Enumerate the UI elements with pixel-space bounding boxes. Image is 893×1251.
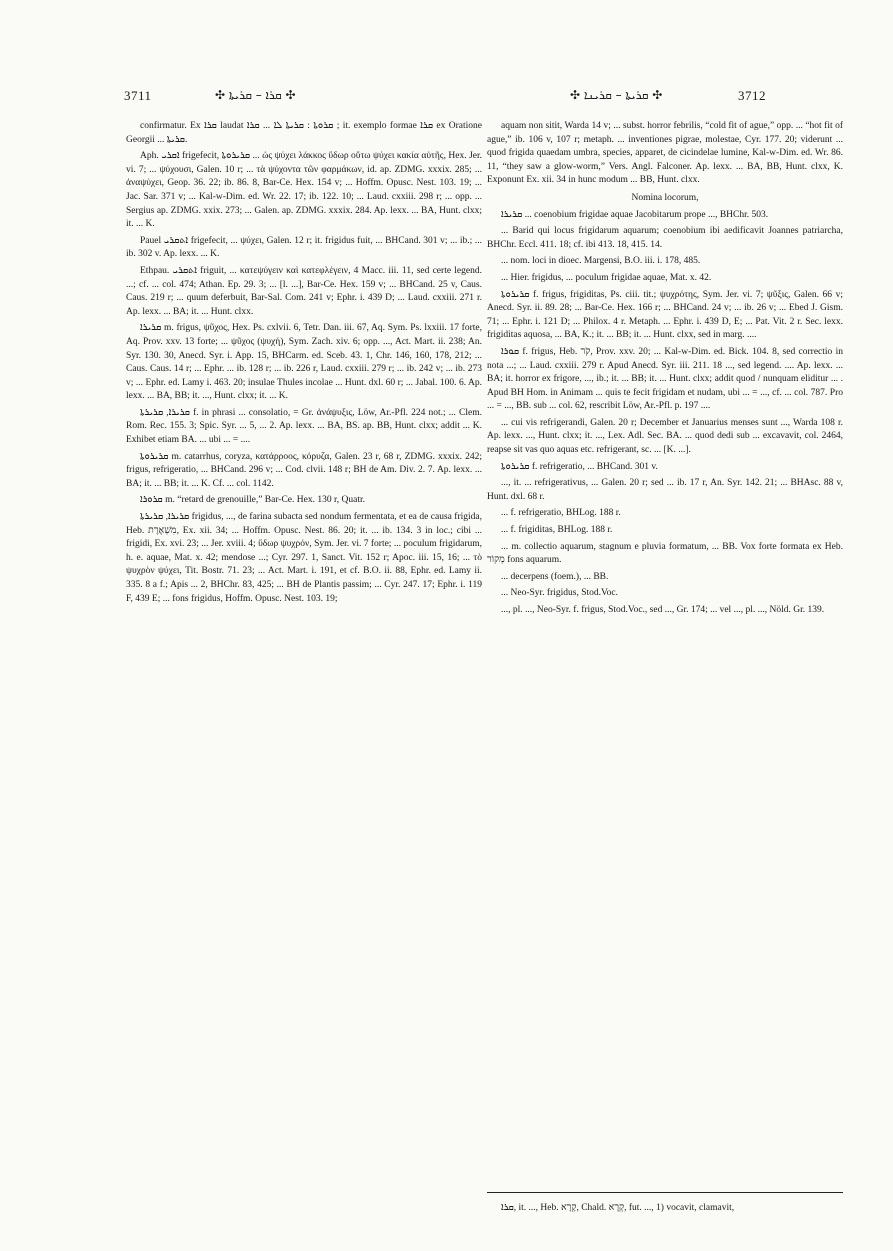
entry-frigus-f: ܩܘܪܐ f. frigus, Heb. קֹר, Prov. xxv. 20; ... Kal-w-Dim. ed. Bick. 104. 8, sed correctio in nota ...; ... Laud. cxxiii. 279 r. Apud Anecd. Syr. iii. 211. 18 ..., sed legend. .... Ap. lexx. ... BA; it. horror ex frigore, ..., ib.; it. ... BB; it. ... Hunt. clxx; addit quod / nunquam eliditur ... . Apud BH Hom. in Animam ... quis te fecit frigidam et nudam, ubi ... = ..., cf. ... col. 787. Pro ... = ..., BB. sub ... col. 62, rescribit Löw, Ar.-Pfl. p. 197 .... [487,346,843,412]
entry-refrigeratio: ܩܪܝܪܘܬܐ f. refrigeratio, ... BHCand. 301 v. [501,461,658,472]
entry-barid: ... Barid qui locus frigidarum aquarum; coenobium ibi aedificavit Joannes patriarcha, BHChr. Eccl. 411. 18; cf. ibi 413. 18, 415. 14. [487,226,843,250]
entry-catarrhus: ܩܪܝܪܘܬܐ m. catarrhus, coryza, κατάρροος, κόρυζα, Galen. 23 r, 68 r, ZDMG. xxxix. 242; frigus, refrigeratio, ... BHCand. 296 v; ... Cod. clvii. 148 r; BH de Am. Div. 2. 7. Ap. lexx. ... BA; it. ... BB; it. ... K. Cf. ... col. 1142. [126,451,482,489]
entry-frigiditas-log: ... f. frigiditas, BHLog. 188 r. [501,525,613,536]
right-column [487,120,843,1230]
right-bottom-column [487,1202,843,1232]
entry-neo-syr-frigidus: ... Neo-Syr. frigidus, Stod.Voc. [501,588,618,599]
entry-consolatio: ܩܪܝܪܐ, ܩܪܝܪܬܐ f. in phrasi ... consolatio, = Gr. ἀνάψυξις, Löw, Ar.-Pfl. 224 not.; ... Clem. Rom. Rec. 155. 3; Spic. Syr. ... 5, ... 2. Ap. lexx. ... BA, BS. ap. BB, Hunt. clxx; addit ... K. Exhibet etiam BA. ... ubi ... = .... [126,407,482,446]
entry-pauel: Pauel ܐܬܩܪܝ frigefecit, ... ψύχει, Galen. 12 r; it. frigidus fuit, ... BHCand. 301 v; ... ib.; ... ib. 302 v. Ap. lexx. ... K. [126,235,482,260]
section-nomina-locorum: Nomina locorum, [631,192,699,203]
left-running-title: ✣ ܩܪܐ – ܩܪܝܬܐ ✣ [215,88,296,102]
entry-vis-refrigerandi: ... cui vis refrigerandi, Galen. 20 r; December et Januarius menses sunt ..., Warda 108 r. Ap. lexx. ..., Hunt. clxx; it. ..., Lex. Adl. Sec. BA. ... quod dedi sub ... excavavit, col. 2464, reapse sit vas quo aquas etc. refrigerant, sc. ... [K. ...]. [487,417,843,456]
entry-frigiditas: ܩܪܝܪܘܬܐ f. frigus, frigiditas, Ps. ciii. tit.; ψυχρότης, Sym. Jer. vi. 7; ψῦξις, Galen. 66 v; Anecd. Syr. ii. 89. 28; ... Bar-Ce. Hex. 166 r; ... BHCand. 24 v; ... ib. 26 v; ... Ebed J. Gism. 71; ... Ephr. i. 121 D; ... Philox. 4 r. Metaph. ... Ephr. i. 439 D, E; ... Pat. Vit. 2 r. Sec. lexx. frigiditas aquosa, ... BA, K.; it. ... BB; it. ... Hunt. clxx, sed in marg. .... [487,289,843,341]
left-column [126,120,482,1230]
entry-confirmatur: confirmatur. Ex ܩܪܐ laudat ܩܪܘܬܐ : ܩܪܝܬܐ ܠܐ ... ܩܪܐ ; it. exemplo formae ܩܪܐ ex Oratione Georgii ... ܩܪܝܬܐ. [126,121,482,145]
entry-aquam-non-sitit: aquam non sitit, Warda 14 v; ... subst. horror febrilis, “cold fit of ague,” opp. ... “hot fit of ague,” ib. 106 v, 107 r; metaph. ... inventiones pigrae, molestae, Cyr. 177. 20; viderunt ... quod frigida quaedam umbra, species, apparet, de cicindelae lumine, Kal-w-Dim. ed. Wr. 86. 11, “they saw a glow-worm,” Vers. Angl. Falconer. Ap. lexx. ... BA, BB, Hunt. clxx, K. Exponunt Ex. xii. 34 in hunc modum ... BB, Hunt. clxx. [487,121,843,186]
entry-neo-syr-frigus: ..., pl. ..., Neo-Syr. f. frigus, Stod.Voc., sed ..., Gr. 174; ... vel ..., pl. ..., Nöld. Gr. 139. [501,605,825,615]
entry-refrigerativus: ..., it. ... refrigerativus, ... Galen. 20 r; sed ... ib. 17 r, An. Syr. 142. 21; ... BHAsc. 88 v, Hunt. dxl. 68 r. [487,478,843,502]
entry-frigus-m: ܩܪܝܪܐ m. frigus, ψῦχος, Hex. Ps. cxlvii. 6, Tetr. Dan. iii. 67, Aq. Sym. Ps. lxxiii. 17 forte, Aq. Prov. xxv. 13 forte; ... ψῦχος (ψυχή), Sym. Zach. xiv. 6; opp. ..., Act. Mart. ii. 238; An. Syr. 130. 30, Anecd. Syr. i. App. 15, BHCarm. ed. Sceb. 43. 1, Chr. 146, 160, 178, 212; ... Caus. Caus. 14 r; ... Ephr. ... ib. 128 r; ... ib. 226 r, Laud. cxxiii. 279 r; ... ib. 242 v; ... ib. 273 v; ... Ephr. ed. Lamy i. 463. 20; insulae Thules incolae ... Hunt. dxl. 60 r; ... Jabal. 100. 6. Ap. lexx. ... BA, BB; it. ..., Hunt. clxx; it. ... K. [126,323,482,402]
entry-decerpens: ... decerpens (foem.), ... BB. [501,571,609,582]
left-page-number: 3711 [124,88,152,103]
right-page-number: 3712 [738,88,766,103]
entry-ethpau: Ethpau. ܐܬܩܪܝ friguit, ... κατεψύγειν καὶ κατεφλέγειν, 4 Macc. iii. 11, sed certe legend. ...; cf. ... col. 474; Athan. Ep. 29. 3; ... [l. ...], Bar-Ce. Hex. 159 v; ... BHCand. 25 v, Caus. Caus. 219 r; ... quum deferbuit, Bar-Sal. Com. 241 v; Ephr. i. 439 D; ... Laud. cxxiii. 271 r. Ap. lexx. ... BA; it. ... Hunt. clxx. [126,265,482,317]
entry-retard-de-grenouille: ܩܪܘܪܐ m. “retard de grenouille,” Bar-Ce. Hex. 130 r, Quatr. [140,495,365,506]
entry-hier-frigidus: ... Hier. frigidus, ... poculum frigidae aquae, Mat. x. 42. [501,272,712,283]
entry-nom-loci: ... nom. loci in dioec. Margensi, B.O. iii. i. 178, 485. [501,256,701,267]
section-divider [487,1192,843,1193]
entry-vocavit: ܩܪܐ, it. ..., Heb. קָרָא, Chald. קְרָא, fut. ..., 1) vocavit, clamavit, [501,1203,735,1213]
right-running-title: ✣ ܩܪܝܬܐ – ܩܪܝܢܐ ✣ [570,88,663,102]
entry-coenobium: ܩܪܝܪܐ ... coenobium frigidae aquae Jacobitarum prope ..., BHChr. 503. [501,209,769,220]
entry-aph: Aph. ܐܩܪܝ frigefecit, ܩܪܝܪܘܬܐ ... ὡς ψύχει λάκκος ὕδωρ οὕτω ψύχει κακία αὐτῆς, Hex. Jer. vi. 7; ... ψύχουσι, Galen. 10 r; ... τὰ ψύχοντα τῶν φαρμάκων, id. ap. ZDMG. xxxix. 285; ... ἀναψύχει, Geop. 36. 22; ib. 86. 8, Bar-Ce. Hex. 154 v; ... Hoffm. Opusc. Nest. 103. 19; ... Jac. Sar. 371 v; ... Kal-w-Dim. ed. Wr. 22. 17; ib. 122. 10; ... Laud. cxxiii. 298 r; ... opp. ... Sergius ap. ZDMG. xxix. 273; ... Galen. ap. ZDMG. xxxix. 284. Ap. lexx. ... BA, Hunt. clxx; it. ... K. [126,151,482,230]
entry-frigidus: ܩܪܝܪܐ, ܩܪܝܪܬܐ frigidus, ..., de farina subacta sed nondum fermentata, et ea de causa frigida, Heb. מִשְׁאֶרֶת, Ex. xii. 34; ... Hoffm. Opusc. Nest. 86. 20; it. ... ib. 134. 3 in loc.; cibi ... frigidi, Ex. xvi. 23; ... Jer. xviii. 4; ὕδωρ ψυχρόν, Sym. Jer. vi. 7 forte; ... poculum frigidarum, h. e. aquae, Mat. x. 42; mendose ...; Cyr. 297. 1, Sanct. Vit. 152 r; Apoc. iii. 15, 16; ... τὸ ψυχρὸν ψύχει, Tit. Bostr. 71. 23; ... Act. Mart. i. 191, et cf. B.O. ii. 88, Ephr. ed. Lamy ii. 335. 8 a f.; Apis ... 2, BHChr. 83, 425; ... BH de Plantis passim; ... Cyr. 247. 17; Ephr. i. 119 F, 439 E; ... fons frigidus, Hoffm. Opusc. Nest. 103. 19; [126,512,482,604]
entry-collectio-aquarum: ... m. collectio aquarum, stagnum e pluvia formatum, ... BB. Vox forte formata ex Heb. מְקוֹר fons aquarum. [487,541,843,566]
entry-refrigeratio-log: ... f. refrigeratio, BHLog. 188 r. [501,508,621,519]
